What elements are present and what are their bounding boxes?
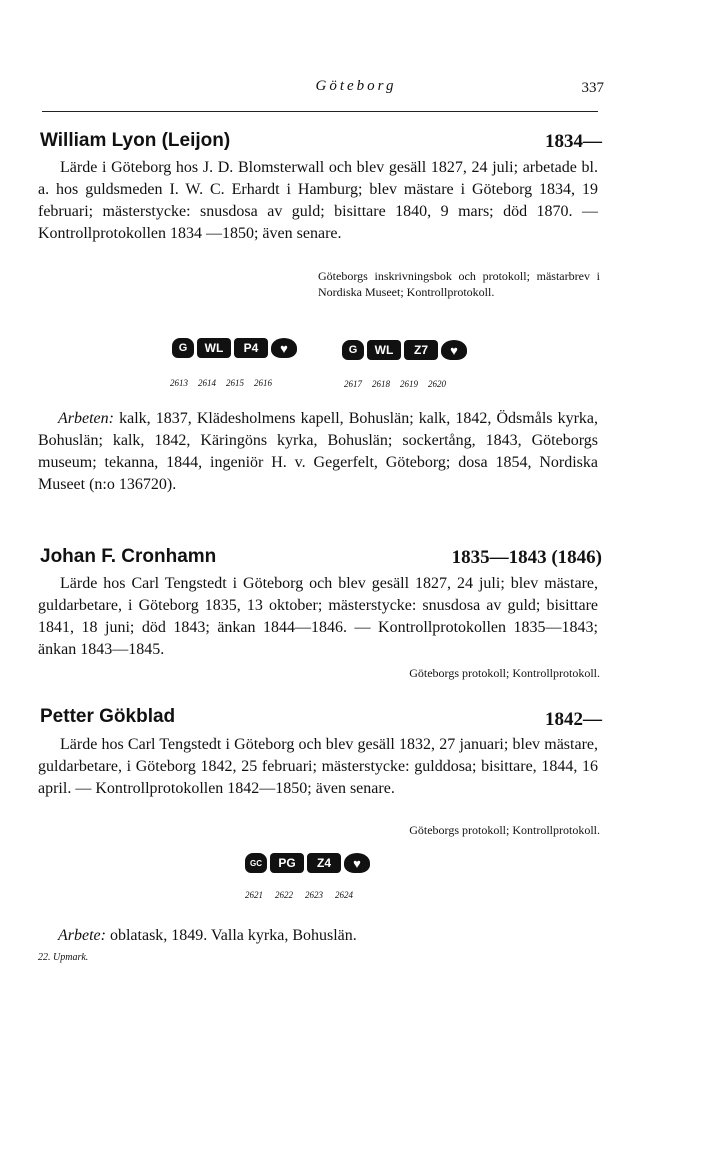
entry-paragraph: Lärde hos Carl Tengstedt i Göteborg och blev gesäll 1832, 27 januari; blev mästare, guldarbetare, i Göteborg 1842, 25 februari; mästerstycke: gulddosa; bisittare, 1844, 16 april. — Kontrollprotokollen 1842—1850; även senare. <box>38 736 598 797</box>
work-text: oblatask, 1849. Valla kyrka, Bohuslän. <box>109 927 357 944</box>
mark-number: 2624 <box>335 890 353 900</box>
date-mark: Z7 <box>404 340 438 360</box>
page-number: 337 <box>581 80 604 96</box>
mark-number: 2615 <box>226 378 244 388</box>
works-paragraph <box>38 408 598 496</box>
heart-mark: ♥ <box>344 853 370 873</box>
entry-years: 1842— <box>545 709 602 730</box>
entry-paragraph: Lärde i Göteborg hos J. D. Blomsterwall och blev gesäll 1827, 24 juli; arbetade bl. a. hos guldsmeden I. W. C. Erhardt i Hamburg; blev mästare i Göteborg 1834, 19 februari; mästerstycke: snusdosa av guld; bisittare 1840, 9 mars; död 1870. — Kontrollprotokollen 1834 —1850; även senare. <box>38 159 598 242</box>
entry-years: 1834— <box>545 131 602 152</box>
entry-source: Göteborgs inskrivningsbok och protokoll; mästarbrev i Nordiska Museet; Kontrollprotokoll. <box>318 269 600 299</box>
heart-mark: ♥ <box>441 340 467 360</box>
entry-text <box>38 157 598 245</box>
maker-mark: PG <box>270 853 304 873</box>
town-mark: G <box>342 340 364 360</box>
date-mark: P4 <box>234 338 268 358</box>
entry-name: Johan F. Cronhamn <box>40 546 217 567</box>
work-label: Arbete: <box>58 927 106 944</box>
entry-name: William Lyon (Leijon) <box>40 130 231 151</box>
hallmark-numbers-c <box>245 890 353 900</box>
mark-number: 2621 <box>245 890 263 900</box>
entry-text <box>38 734 598 800</box>
mark-number: 2614 <box>198 378 216 388</box>
mark-number: 2613 <box>170 378 188 388</box>
heart-mark: ♥ <box>271 338 297 358</box>
entry-source: Göteborgs protokoll; Kontrollprotokoll. <box>409 823 600 837</box>
maker-mark: WL <box>367 340 401 360</box>
works-label: Arbeten: <box>58 410 114 427</box>
header-rule <box>42 111 598 112</box>
hallmarks-b <box>342 340 467 360</box>
mark-number: 2616 <box>254 378 272 388</box>
mark-number: 2619 <box>400 379 418 389</box>
entry-paragraph: Lärde hos Carl Tengstedt i Göteborg och blev gesäll 1827, 24 juli; blev mästare, guldarbetare, i Göteborg 1835, 13 oktober; mästerstycke: snusdosa av guld; bisittare 1841, 18 juni; död 1843; änkan 1844—1846. — Kontrollprotokollen 1835—1843; änkan 1843—1845. <box>38 575 598 658</box>
mark-number: 2620 <box>428 379 446 389</box>
town-mark: G <box>172 338 194 358</box>
work-paragraph <box>38 925 598 947</box>
mark-number: 2622 <box>275 890 293 900</box>
hallmark-numbers-a <box>170 378 272 388</box>
footnote: 22. Upmark. <box>38 952 89 963</box>
mark-number: 2617 <box>344 379 362 389</box>
hallmarks-a <box>172 338 297 358</box>
date-mark: Z4 <box>307 853 341 873</box>
town-mark: GC <box>245 853 267 873</box>
mark-number: 2623 <box>305 890 323 900</box>
hallmark-numbers-b <box>344 379 446 389</box>
running-header: Göteborg <box>315 78 397 94</box>
maker-mark: WL <box>197 338 231 358</box>
mark-number: 2618 <box>372 379 390 389</box>
entry-text <box>38 573 598 661</box>
entry-source: Göteborgs protokoll; Kontrollprotokoll. <box>409 666 600 680</box>
entry-years: 1835—1843 (1846) <box>451 547 602 568</box>
hallmarks-c <box>245 853 370 873</box>
entry-name: Petter Gökblad <box>40 706 176 727</box>
works-text: kalk, 1837, Klädesholmens kapell, Bohuslän; kalk, 1842, Ödsmåls kyrka, Bohuslän; kalk, 1842, Käringöns kyrka, Bohuslän; sockertång, 1843, Göteborgs museum; tekanna, 1844, ingeniör H. v. Gegerfelt, Göteborg; dosa 1854, Nordiska Museet (n:o 136720). <box>38 410 599 493</box>
